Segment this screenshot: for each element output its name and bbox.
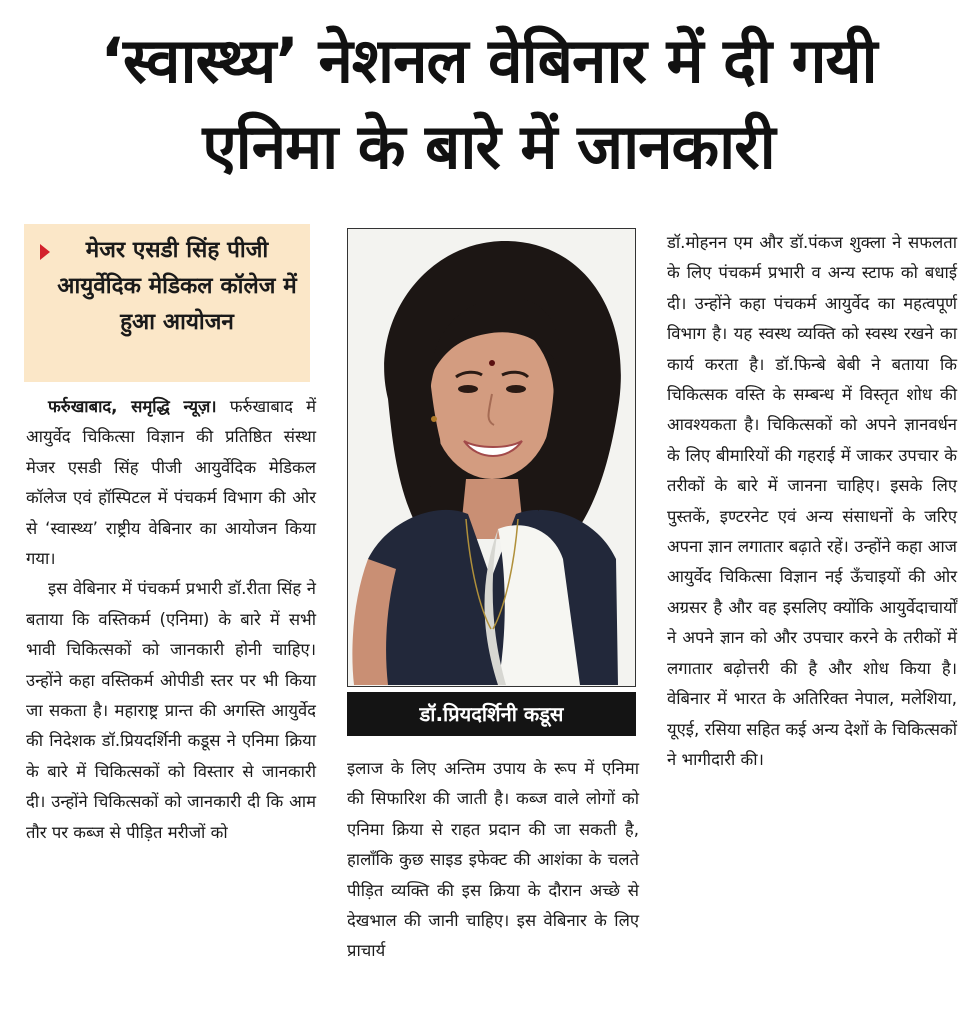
headline xyxy=(0,18,977,190)
photo-caption: डॉ.प्रियदर्शिनी कडूस xyxy=(347,692,636,736)
dateline: फर्रुखाबाद, समृद्धि न्यूज़। xyxy=(48,397,217,416)
triangle-bullet-icon xyxy=(40,244,50,260)
article-column-3 xyxy=(667,228,957,775)
article-column-2 xyxy=(347,754,639,967)
column-3-text: डॉ.मोहनन एम और डॉ.पंकज शुक्ला ने सफलता के लिए पंचकर्म प्रभारी व अन्य स्टाफ को बधाई दी। उन्होंने कहा पंचकर्म आयुर्वेद का महत्वपूर्ण विभाग है। यह स्वस्थ व्यक्ति को स्वस्थ रखने का कार्य करता है। डॉ.फिन्बे बेबी ने बताया कि चिकित्सक वस्ति के सम्बन्ध में विस्तृत शोध की आवश्यकता है। चिकित्सकों को अपने ज्ञानवर्धन के लिए बीमारियों की गहराई में जाकर उपचार के तरीकों के बारे में जानना चाहिए। इसके लिए पुस्तकें, इण्टरनेट एवं अन्य संसाधनों के जरिए अपना ज्ञान लगातार बढ़ाते रहें। उन्होंने कहा आज आयुर्वेद चिकित्सा विज्ञान नई ऊँचाइयों की ओर अग्रसर है और वह इसलिए क्योंकि आयुर्वेदाचार्यों ने अपने ज्ञान को और उपचार करने के तरीकों में लगातार बढ़ोत्तरी की है और शोध किया है। वेबिनार में भारत के अतिरिक्त नेपाल, मलेशिया, यूएई, रसिया सहित कई अन्य देशों के चिकित्सकों ने भागीदारी की। xyxy=(667,233,957,769)
column-1-paragraph-2: इस वेबिनार में पंचकर्म प्रभारी डॉ.रीता सिंह ने बताया कि वस्तिकर्म (एनिमा) के बारे में सभी भावी चिकित्सकों को जानकारी होनी चाहिए। उन्होंने कहा वस्तिकर्म ओपीडी स्तर पर भी किया जा सकता है। महाराष्ट्र प्रान्त की अगस्ति आयुर्वेद की निदेशक डॉ.प्रियदर्शिनी कडूस ने एनिमा क्रिया के बारे में चिकित्सकों को विस्तार से जानकारी दी। उन्होंने चिकित्सकों को जानकारी दी कि आम तौर पर कब्ज से पीड़ित मरीजों को xyxy=(26,579,316,842)
article-column-1 xyxy=(26,392,316,848)
portrait-photo xyxy=(347,228,636,687)
subheadline-text: मेजर एसडी सिंह पीजी आयुर्वेदिक मेडिकल कॉलेज में हुआ आयोजन xyxy=(57,237,297,335)
portrait-illustration xyxy=(348,229,634,685)
headline-line-1: ‘स्वास्थ्य’ नेशनल वेबिनार में दी गयी xyxy=(100,24,877,97)
column-1-paragraph-1: फर्रुखाबाद में आयुर्वेद चिकित्सा विज्ञान की प्रतिष्ठित संस्था मेजर एसडी सिंह पीजी आयुर्वेदिक मेडिकल कॉलेज एवं हॉस्पिटल में पंचकर्म विभाग की ओर से ‘स्वास्थ्य’ राष्ट्रीय वेबिनार का आयोजन किया गया। xyxy=(26,397,316,569)
headline-line-2: एनिमा के बारे में जानकारी xyxy=(202,110,775,183)
column-2-text: इलाज के लिए अन्तिम उपाय के रूप में एनिमा की सिफारिश की जाती है। कब्ज वाले लोगों को एनिमा क्रिया से राहत प्रदान की जा सकती है, हालाँकि कुछ साइड इफेक्ट की आशंका के चलते पीड़ित व्यक्ति की इस क्रिया के दौरान अच्छे से देखभाल की जानी चाहिए। इस वेबिनार के लिए प्राचार्य xyxy=(347,759,639,961)
subheadline-box xyxy=(24,224,310,382)
